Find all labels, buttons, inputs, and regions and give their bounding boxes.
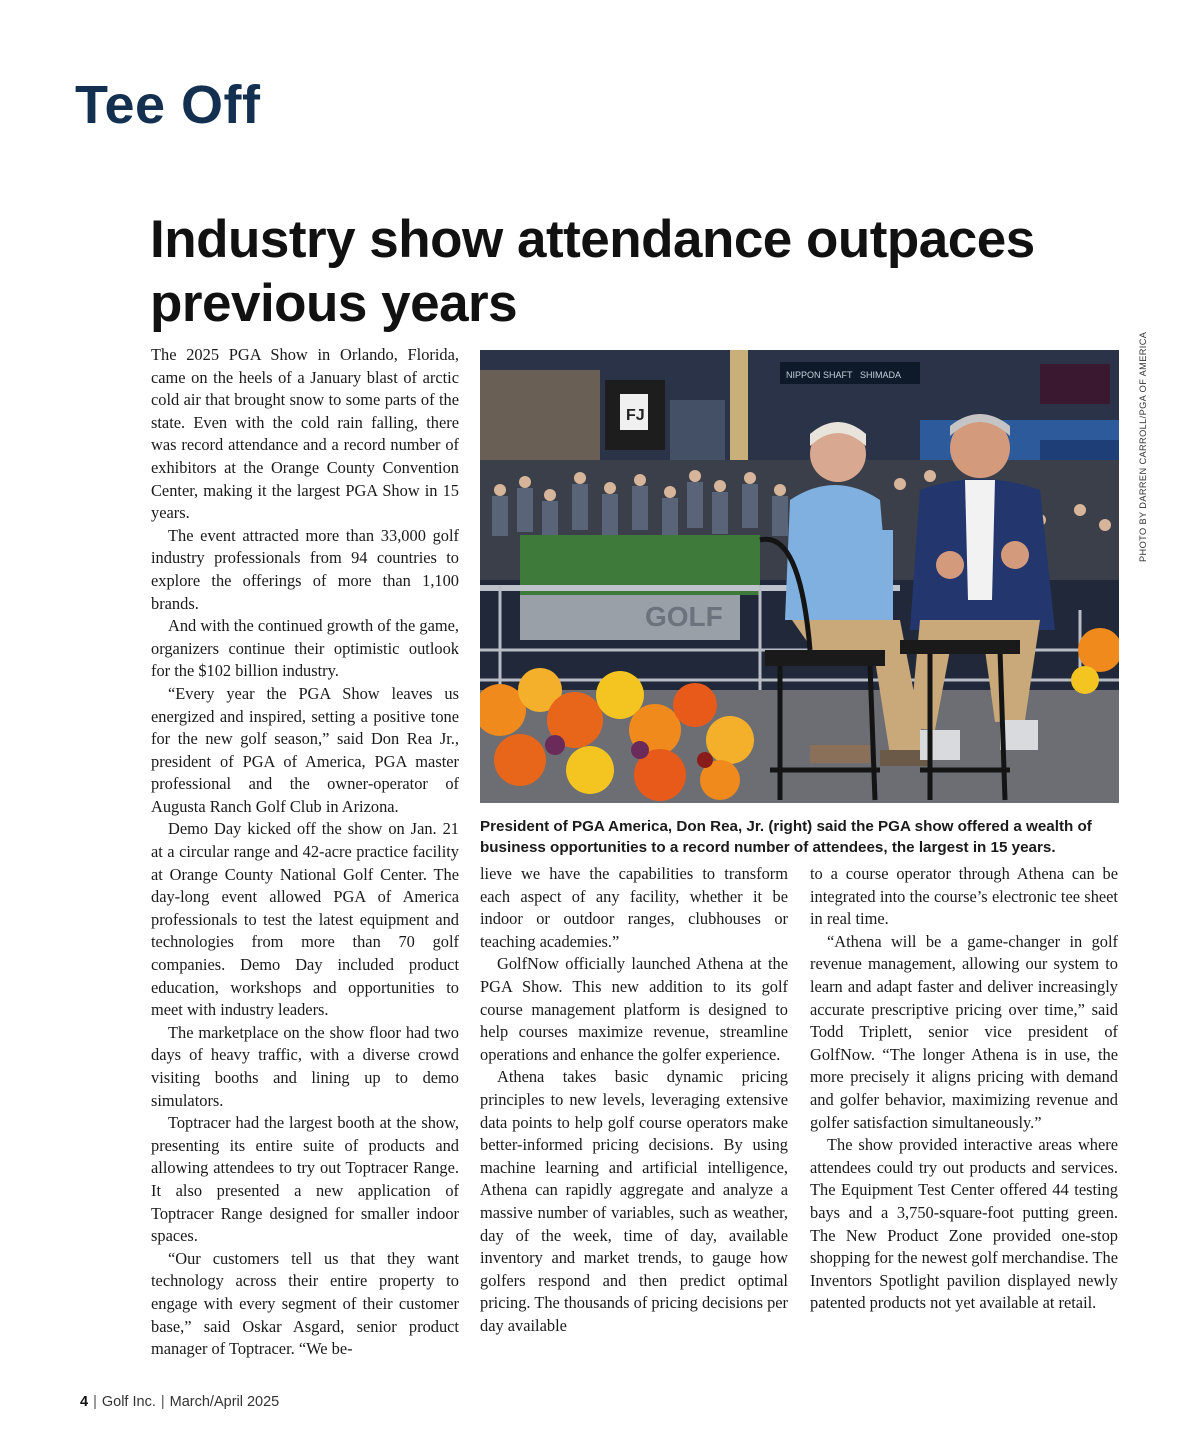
paragraph: Demo Day kicked off the show on Jan. 21 at a circular range and 42-acre practice facility at Orange County National Golf Center. The day-long event allowed PGA of America professionals to test the latest equipment and technologies from more than 70 golf companies. Demo Day included product education, workshops and opportunities to meet with industry leaders. bbox=[151, 819, 459, 1020]
booth-sign-text: GOLF bbox=[645, 601, 723, 632]
paragraph: lieve we have the capabilities to transform each aspect of any facility, whether it be indoor or outdoor ranges, clubhouses or teaching academies.” bbox=[480, 864, 788, 951]
paragraph: And with the continued growth of the game, organizers continue their optimistic outlook for the $102 billion industry. bbox=[151, 616, 459, 681]
paragraph: “Our customers tell us that they want technology across their entire property to engage with every segment of their customer base,” said Oskar Asgard, senior product manager of Toptracer. “We be- bbox=[151, 1248, 459, 1359]
banner-text: NIPPON SHAFT bbox=[786, 370, 853, 380]
photo-credit-text: PHOTO BY DARREN CARROLL/PGA OF AMERICA bbox=[1138, 331, 1148, 562]
paragraph: Toptracer had the largest booth at the show, presenting its entire suite of products and allowing attendees to try out Toptracer Range. It also presented a new application of Toptracer Range designed for smaller indoor spaces. bbox=[151, 1113, 459, 1246]
paragraph: The show provided interactive areas where attendees could try out products and services. The Equipment Test Center offered 44 testing bays and a 3,750-square-foot putting green. The New Product Zone provided one-stop shopping for the newest golf merchandise. The Inventors Spotlight pavilion displayed newly patented products not yet available at retail. bbox=[810, 1135, 1118, 1313]
article-photo bbox=[480, 350, 1119, 803]
paragraph: to a course operator through Athena can be integrated into the course’s electronic tee sheet in real time. bbox=[810, 864, 1118, 929]
banner-text: SHIMADA bbox=[860, 370, 902, 380]
issue-date: March/April 2025 bbox=[169, 1394, 280, 1410]
article-headline: Industry show attendance outpaces previous years bbox=[150, 210, 1035, 333]
page-number: 4 bbox=[80, 1394, 89, 1410]
fj-logo-text: FJ bbox=[626, 407, 645, 424]
paragraph: GolfNow officially launched Athena at the PGA Show. This new addition to its golf course management platform is designed to help courses maximize revenue, streamline operations and enhance the golfer experience. bbox=[480, 954, 788, 1064]
photo-caption: President of PGA America, Don Rea, Jr. (right) said the PGA show offered a wealth of business opportunities to a record number of attendees, the largest in 15 years. bbox=[480, 818, 1092, 856]
paragraph: The marketplace on the show floor had two days of heavy traffic, with a diverse crowd visiting booths and lining up to demo simulators. bbox=[151, 1022, 459, 1110]
photo-credit bbox=[1126, 331, 1148, 562]
paragraph: “Every year the PGA Show leaves us energized and inspired, setting a positive tone for the new golf season,” said Don Rea Jr., president of PGA of America, PGA master professional and the owner-operator of Augusta Ranch Golf Club in Arizona. bbox=[151, 683, 459, 816]
article-column-3 bbox=[810, 863, 1118, 1315]
paragraph: The event attracted more than 33,000 golf industry professionals from 94 countries to explore the offerings of more than 1,100 brands. bbox=[151, 525, 459, 613]
section-label: Tee Off bbox=[75, 75, 261, 135]
paragraph: Athena takes basic dynamic pricing principles to new levels, leveraging extensive data points to help golf course operators make better-informed pricing decisions. By using machine learning and artificial intelligence, Athena can rapidly aggregate and analyze a massive number of variables, such as weather, day of the week, time of day, available inventory and market trends, to gauge how golfers respond and then predict optimal pricing. The thousands of pricing decisions per day available bbox=[480, 1067, 788, 1335]
paragraph: The 2025 PGA Show in Orlando, Florida, came on the heels of a January blast of arctic cold air that brought snow to some parts of the state. Even with the cold rain falling, there was record attendance and a record number of exhibitors at the Orange County Convention Center, making it the largest PGA Show in 15 years. bbox=[151, 345, 459, 523]
article-column-1 bbox=[151, 344, 459, 1361]
publication-name: Golf Inc. bbox=[101, 1394, 156, 1410]
paragraph: “Athena will be a game-changer in golf revenue management, allowing our system to learn and adapt faster and deliver increasingly accurate prescriptive pricing over time,” said Todd Triplett, senior vice president of GolfNow. “The longer Athena is in use, the more precisely it aligns pricing with demand and golfer behavior, maximizing revenue and golfer satisfaction simultaneously.” bbox=[810, 931, 1118, 1132]
article-column-2 bbox=[480, 863, 788, 1337]
page-footer: 4 | Golf Inc. | March/April 2025 bbox=[80, 1394, 280, 1410]
